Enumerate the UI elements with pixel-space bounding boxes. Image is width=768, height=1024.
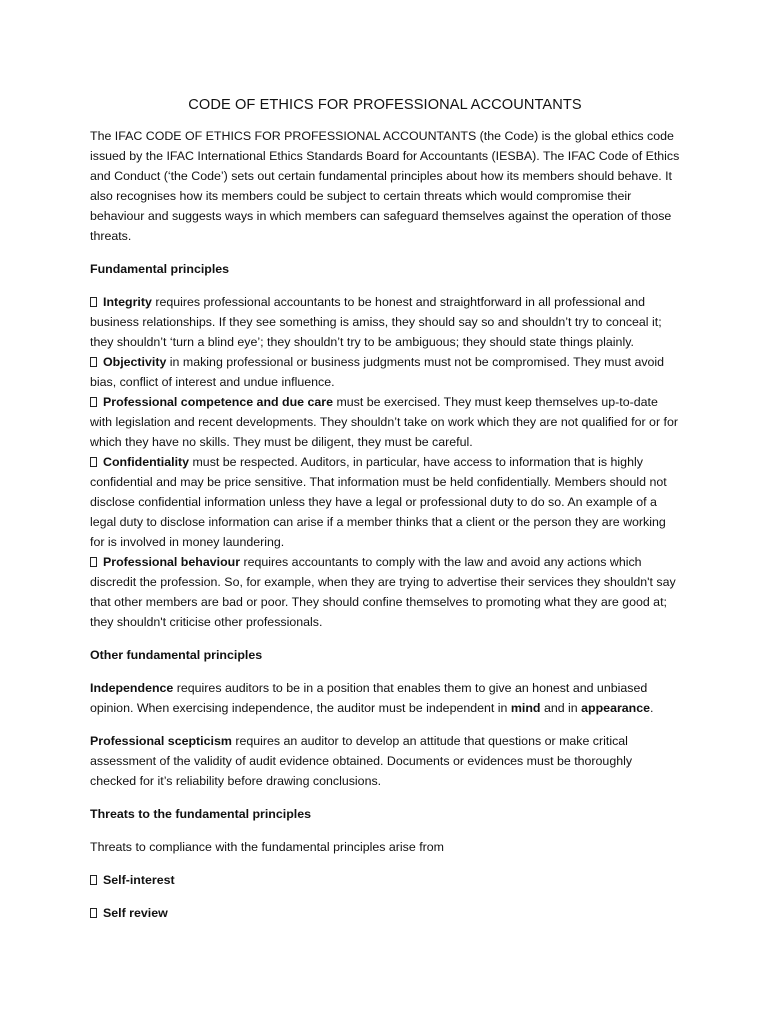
bullet-icon xyxy=(90,557,97,567)
independence-text: requires auditors to be in a position that enables them to give an honest and unbiased opinion. When exercising independence, the auditor must be independent in xyxy=(90,681,648,715)
bullet-icon xyxy=(90,875,97,885)
principle-term: Professional behaviour xyxy=(103,555,241,569)
list-item xyxy=(90,392,680,452)
section-heading-fundamental: Fundamental principles xyxy=(90,262,230,276)
threat-label: Self-interest xyxy=(103,873,175,887)
bullet-icon xyxy=(90,908,97,918)
list-item xyxy=(90,552,680,632)
scepticism-paragraph xyxy=(90,731,680,791)
principle-term: Professional competence and due care xyxy=(103,395,333,409)
mind-term: mind xyxy=(510,701,541,715)
bullet-icon xyxy=(90,457,97,467)
fundamental-principles-list xyxy=(90,292,680,632)
principle-term: Confidentiality xyxy=(103,455,190,469)
principle-text: must be respected. Auditors, in particular, have access to information that is highly confidential and may be price sensitive. That information must be held confidentially. Members should not disclose confidential information unless they have a legal or professional duty to do so. An example of a legal duty to disclose information can arise if a member thinks that a client or the person they are working for is involved in money laundering. xyxy=(90,455,667,549)
threat-label: Self review xyxy=(103,906,168,920)
scepticism-text: requires an auditor to develop an attitude that questions or make critical assessment of the validity of audit evidence obtained. Documents or evidences must be thoroughly checked for it’s reliability before drawing conclusions. xyxy=(90,734,633,788)
section-heading-other: Other fundamental principles xyxy=(90,648,263,662)
independence-paragraph xyxy=(90,678,680,718)
principle-text: must be exercised. They must keep themselves up-to-date with legislation and recent developments. They shouldn’t take on work which they are not qualified for or for which they have no skills. They must be diligent, they must be careful. xyxy=(90,395,678,449)
principle-term: Integrity xyxy=(103,295,152,309)
scepticism-term: Professional scepticism xyxy=(90,734,232,748)
page-title: CODE OF ETHICS FOR PROFESSIONAL ACCOUNTANTS xyxy=(188,97,582,113)
list-item xyxy=(90,903,680,923)
principle-text: requires professional accountants to be honest and straightforward in all professional and business relationships. If they see something is amiss, they should say so and shouldn’t try to conceal it; they shouldn’t ‘turn a blind eye’; they shouldn’t try to be ambiguous; they should state things plainly. xyxy=(90,295,662,349)
principle-term: Objectivity xyxy=(103,355,167,369)
threats-intro: Threats to compliance with the fundamental principles arise from xyxy=(90,840,444,854)
independence-end: . xyxy=(650,701,654,715)
independence-term: Independence xyxy=(90,681,174,695)
bullet-icon xyxy=(90,397,97,407)
intro-paragraph: The IFAC CODE OF ETHICS FOR PROFESSIONAL ACCOUNTANTS (the Code) is the global ethics code issued by the IFAC International Ethics Standards Board for Accountants (IESBA). The IFAC Code of Ethics and Conduct (‘the Code’) sets out certain fundamental principles about how its members should behave. It also recognises how its members could be subject to certain threats which would compromise their behaviour and suggests ways in which members can safeguard themselves against the operation of those threats. xyxy=(90,129,680,243)
list-item xyxy=(90,352,680,392)
list-item xyxy=(90,452,680,552)
list-item xyxy=(90,292,680,352)
principle-text: requires accountants to comply with the law and avoid any actions which discredit the profession. So, for example, when they are trying to advertise their services they shouldn't say that other members are bad or poor. They should confine themselves to promoting what they are good at; they shouldn't criticise other professionals. xyxy=(90,555,676,629)
principle-text: in making professional or business judgments must not be compromised. They must avoid bias, conflict of interest and undue influence. xyxy=(90,355,665,389)
independence-connector: and in xyxy=(540,701,582,715)
bullet-icon xyxy=(90,297,97,307)
section-heading-threats: Threats to the fundamental principles xyxy=(90,807,311,821)
list-item xyxy=(90,870,680,890)
bullet-icon xyxy=(90,357,97,367)
appearance-term: appearance xyxy=(581,701,651,715)
